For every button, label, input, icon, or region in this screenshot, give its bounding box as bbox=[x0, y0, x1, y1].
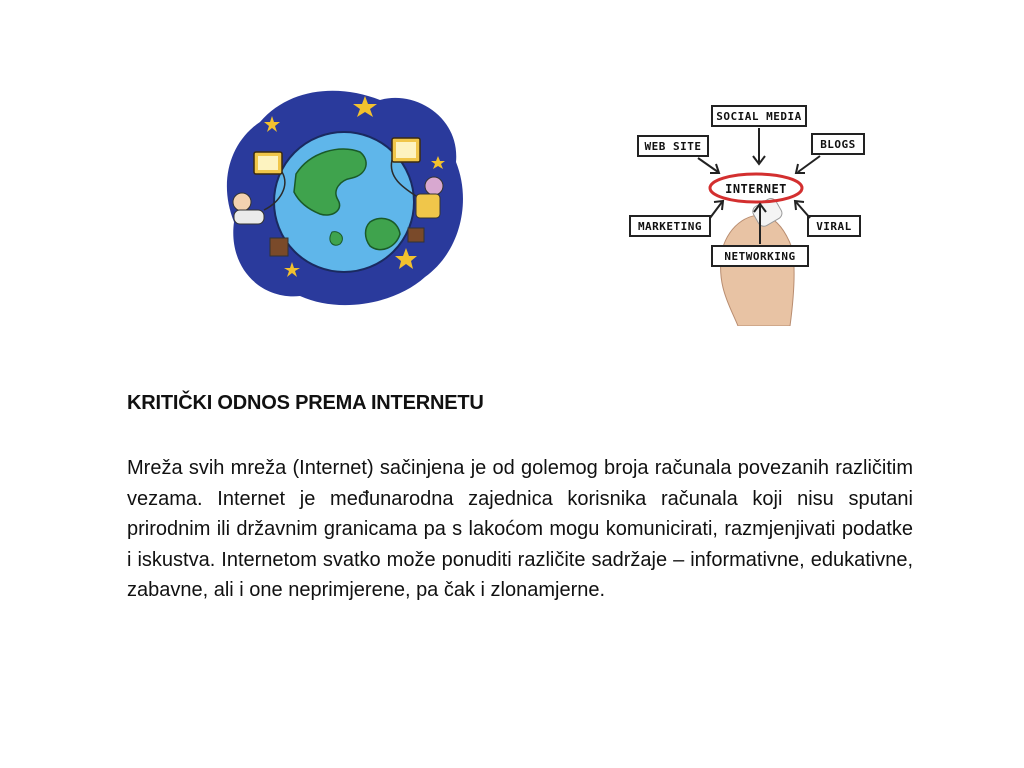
slide-body-text: Mreža svih mreža (Internet) sačinjena je od golemog broja računala povezanih različitim vezama. Internet je međunarodna zajednica korisnika računala koji nisu sputani prirodnim ili državnim granicama pa s lakoćom mogu komunicirati, razmjenjivati podatke i iskustva. Internetom svatko može ponuditi različite sadržaje – informativne, edukativne, zabavne, ali i one neprimjerene, pa čak i zlonamjerne. bbox=[127, 457, 913, 601]
node-networking bbox=[712, 246, 808, 266]
node-marketing bbox=[630, 216, 710, 236]
svg-text:BLOGS: BLOGS bbox=[820, 138, 856, 151]
svg-text:VIRAL: VIRAL bbox=[816, 220, 852, 233]
center-label: INTERNET bbox=[725, 182, 787, 196]
svg-text:SOCIAL MEDIA: SOCIAL MEDIA bbox=[716, 110, 802, 123]
svg-text:MARKETING: MARKETING bbox=[637, 220, 703, 233]
svg-text:WEB SITE: WEB SITE bbox=[644, 140, 702, 153]
node-blogs bbox=[812, 134, 864, 154]
slide-title: KRITIČKI ODNOS PREMA INTERNETU bbox=[127, 392, 484, 414]
internet-concept-diagram bbox=[626, 100, 870, 326]
node-web-site bbox=[638, 136, 708, 156]
svg-text:NETWORKING: NETWORKING bbox=[724, 250, 796, 263]
node-viral bbox=[808, 216, 860, 236]
globe-computers-illustration bbox=[220, 82, 466, 310]
node-social-media bbox=[712, 106, 806, 126]
